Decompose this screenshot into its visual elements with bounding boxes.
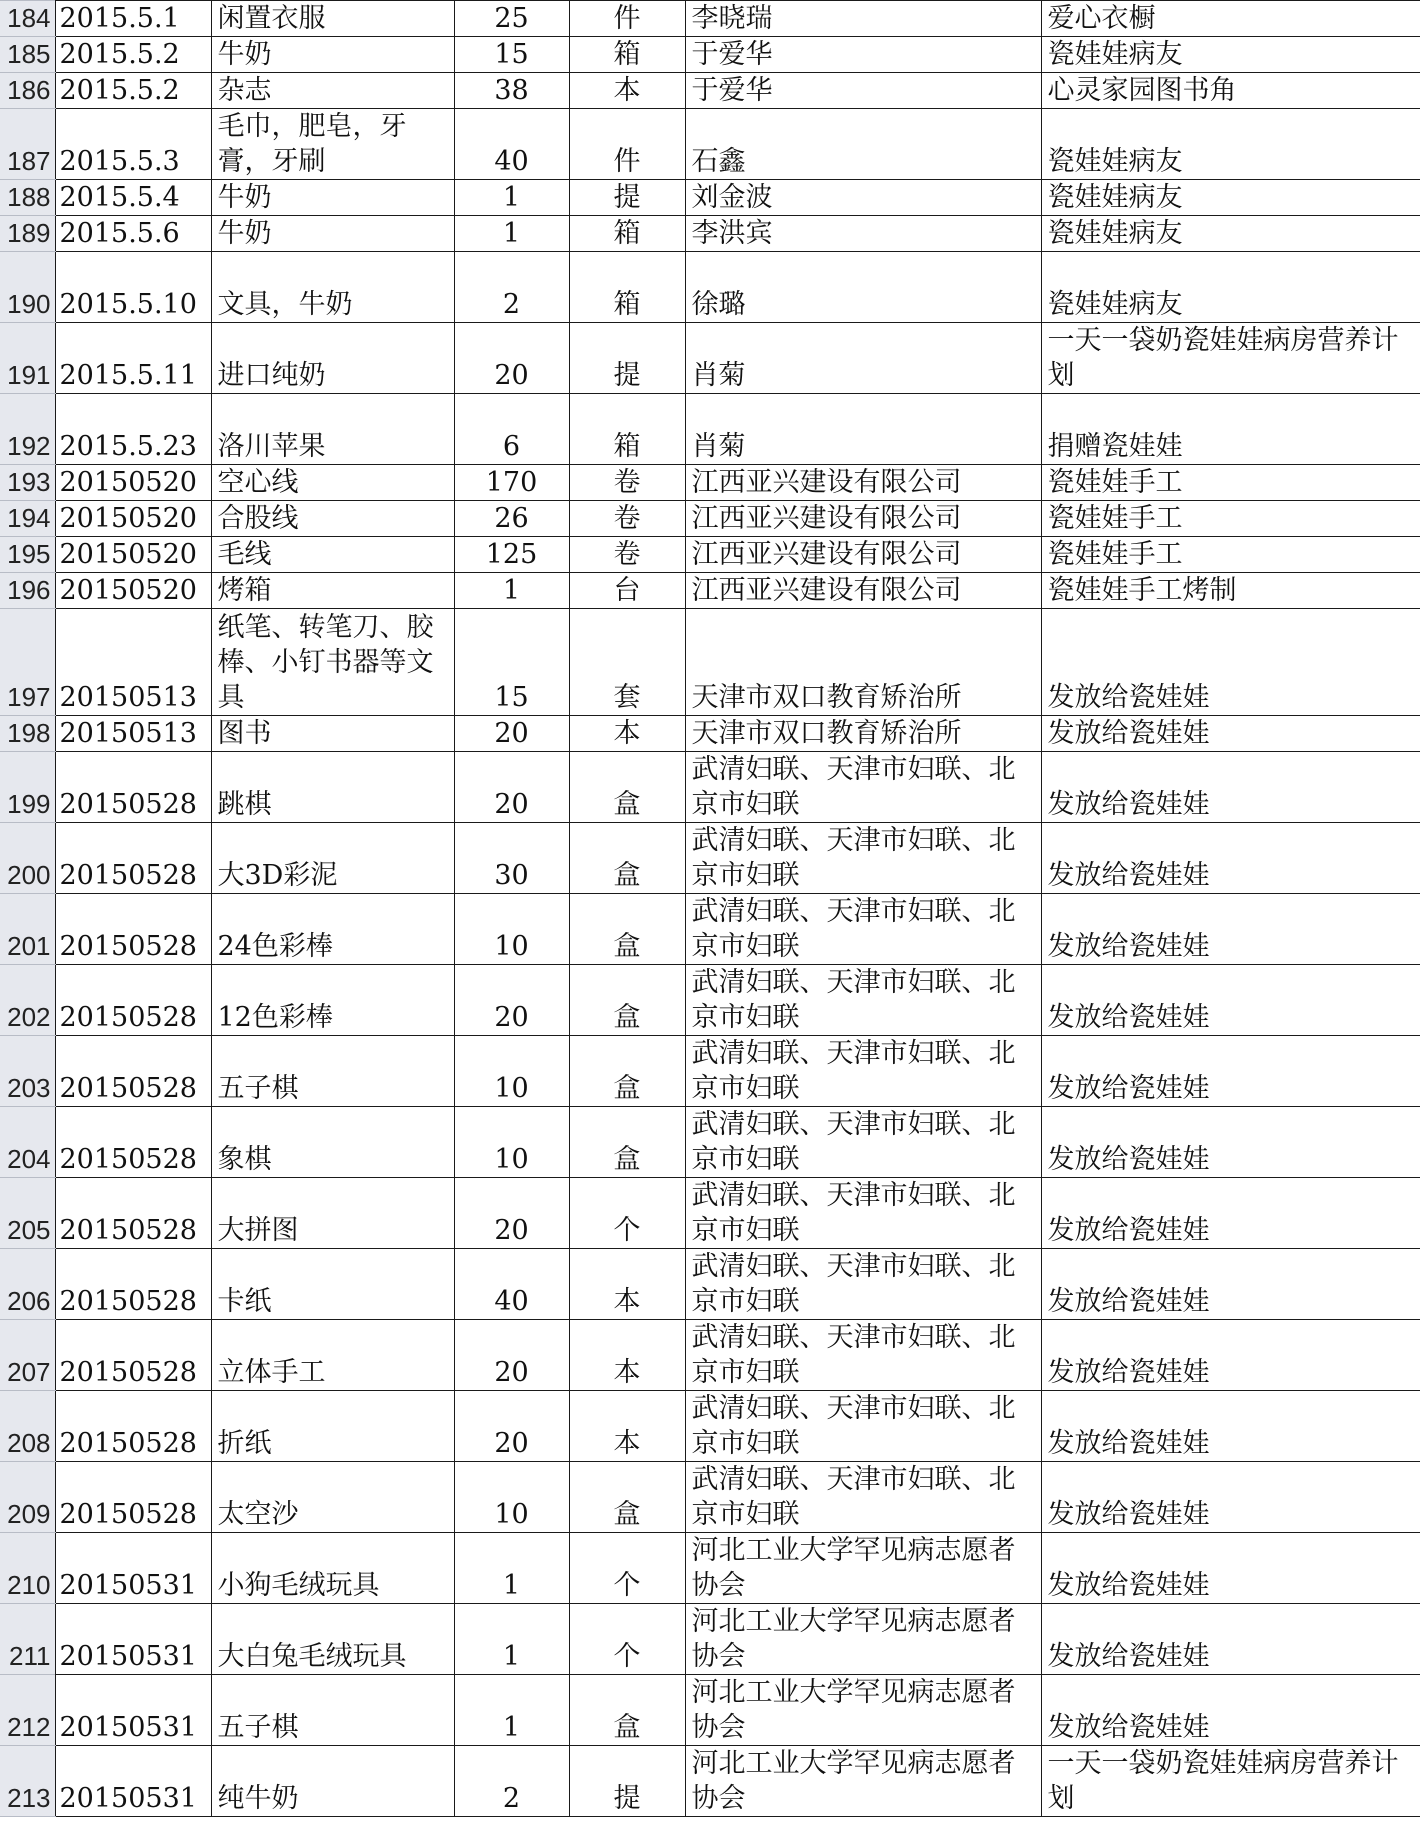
unit-cell[interactable]: 个: [569, 1533, 685, 1604]
table-row: [0, 1675, 1420, 1746]
donor-cell[interactable]: 天津市双口教育矫治所: [685, 716, 1041, 752]
donor-cell[interactable]: 江西亚兴建设有限公司: [685, 573, 1041, 609]
donor-cell[interactable]: 河北工业大学罕见病志愿者协会: [685, 1533, 1041, 1604]
unit-cell[interactable]: 盒: [569, 823, 685, 894]
table-row: [0, 823, 1420, 894]
row-number-cell[interactable]: 191: [0, 323, 55, 394]
purpose-cell[interactable]: 爱心衣橱: [1041, 1, 1420, 37]
row-number-cell[interactable]: 185: [0, 37, 55, 73]
table-row: [0, 573, 1420, 609]
unit-cell[interactable]: 盒: [569, 965, 685, 1036]
item-cell[interactable]: 跳棋: [211, 752, 454, 823]
unit-cell[interactable]: 卷: [569, 465, 685, 501]
donor-cell[interactable]: 武清妇联、天津市妇联、北京市妇联: [685, 894, 1041, 965]
quantity-cell[interactable]: 30: [454, 823, 569, 894]
unit-cell[interactable]: 盒: [569, 1107, 685, 1178]
date-cell[interactable]: 20150528: [55, 752, 211, 823]
purpose-cell[interactable]: 发放给瓷娃娃: [1041, 1178, 1420, 1249]
quantity-cell[interactable]: 38: [454, 73, 569, 109]
row-number-cell[interactable]: 199: [0, 752, 55, 823]
donor-cell[interactable]: 河北工业大学罕见病志愿者协会: [685, 1604, 1041, 1675]
item-cell[interactable]: 文具，牛奶: [211, 252, 454, 323]
purpose-cell[interactable]: 发放给瓷娃娃: [1041, 1391, 1420, 1462]
unit-cell[interactable]: 件: [569, 109, 685, 180]
table-row: [0, 1604, 1420, 1675]
date-cell[interactable]: 20150520: [55, 465, 211, 501]
date-cell[interactable]: 20150513: [55, 609, 211, 716]
item-cell[interactable]: 牛奶: [211, 216, 454, 252]
purpose-cell[interactable]: 发放给瓷娃娃: [1041, 1462, 1420, 1533]
purpose-cell[interactable]: 发放给瓷娃娃: [1041, 1036, 1420, 1107]
row-number-cell[interactable]: 207: [0, 1320, 55, 1391]
donor-cell[interactable]: 肖菊: [685, 323, 1041, 394]
item-cell[interactable]: 图书: [211, 716, 454, 752]
item-cell[interactable]: 象棋: [211, 1107, 454, 1178]
table-row: [0, 109, 1420, 180]
row-number-cell[interactable]: 196: [0, 573, 55, 609]
purpose-cell[interactable]: 发放给瓷娃娃: [1041, 894, 1420, 965]
date-cell[interactable]: 20150528: [55, 1320, 211, 1391]
item-cell[interactable]: 大拼图: [211, 1178, 454, 1249]
donor-cell[interactable]: 河北工业大学罕见病志愿者协会: [685, 1746, 1041, 1817]
quantity-cell[interactable]: 10: [454, 1036, 569, 1107]
unit-cell[interactable]: 本: [569, 1249, 685, 1320]
date-cell[interactable]: 20150528: [55, 1178, 211, 1249]
quantity-cell[interactable]: 170: [454, 465, 569, 501]
unit-cell[interactable]: 本: [569, 1320, 685, 1391]
purpose-cell[interactable]: 发放给瓷娃娃: [1041, 1675, 1420, 1746]
item-cell[interactable]: 洛川苹果: [211, 394, 454, 465]
date-cell[interactable]: 2015.5.11: [55, 323, 211, 394]
donor-cell[interactable]: 徐璐: [685, 252, 1041, 323]
purpose-cell[interactable]: 发放给瓷娃娃: [1041, 716, 1420, 752]
row-number-cell[interactable]: 213: [0, 1746, 55, 1817]
purpose-cell[interactable]: 发放给瓷娃娃: [1041, 1249, 1420, 1320]
row-number-cell[interactable]: 208: [0, 1391, 55, 1462]
quantity-cell[interactable]: 1: [454, 1533, 569, 1604]
quantity-cell[interactable]: 1: [454, 180, 569, 216]
quantity-cell[interactable]: 1: [454, 1604, 569, 1675]
item-cell[interactable]: 太空沙: [211, 1462, 454, 1533]
purpose-cell[interactable]: 瓷娃娃手工: [1041, 465, 1420, 501]
unit-cell[interactable]: 箱: [569, 394, 685, 465]
quantity-cell[interactable]: 20: [454, 965, 569, 1036]
purpose-cell[interactable]: 瓷娃娃手工: [1041, 501, 1420, 537]
table-row: [0, 73, 1420, 109]
table-row: [0, 1, 1420, 37]
unit-cell[interactable]: 提: [569, 180, 685, 216]
donor-cell[interactable]: 武清妇联、天津市妇联、北京市妇联: [685, 752, 1041, 823]
purpose-cell[interactable]: 心灵家园图书角: [1041, 73, 1420, 109]
date-cell[interactable]: 20150513: [55, 716, 211, 752]
unit-cell[interactable]: 套: [569, 609, 685, 716]
quantity-cell[interactable]: 1: [454, 216, 569, 252]
date-cell[interactable]: 20150520: [55, 537, 211, 573]
item-cell[interactable]: 大白兔毛绒玩具: [211, 1604, 454, 1675]
date-cell[interactable]: 2015.5.4: [55, 180, 211, 216]
date-cell[interactable]: 20150520: [55, 573, 211, 609]
purpose-cell[interactable]: 瓷娃娃手工烤制: [1041, 573, 1420, 609]
date-cell[interactable]: 20150528: [55, 1462, 211, 1533]
row-number-cell[interactable]: 190: [0, 252, 55, 323]
row-number-cell[interactable]: 211: [0, 1604, 55, 1675]
donor-cell[interactable]: 江西亚兴建设有限公司: [685, 465, 1041, 501]
row-number-cell[interactable]: 187: [0, 109, 55, 180]
purpose-cell[interactable]: 发放给瓷娃娃: [1041, 1604, 1420, 1675]
purpose-cell[interactable]: 瓷娃娃手工: [1041, 537, 1420, 573]
unit-cell[interactable]: 件: [569, 1, 685, 37]
item-cell[interactable]: 合股线: [211, 501, 454, 537]
purpose-cell[interactable]: 发放给瓷娃娃: [1041, 1533, 1420, 1604]
donor-cell[interactable]: 江西亚兴建设有限公司: [685, 537, 1041, 573]
date-cell[interactable]: 20150531: [55, 1533, 211, 1604]
donor-cell[interactable]: 武清妇联、天津市妇联、北京市妇联: [685, 1462, 1041, 1533]
row-number-cell[interactable]: 192: [0, 394, 55, 465]
quantity-cell[interactable]: 25: [454, 1, 569, 37]
table-row: [0, 394, 1420, 465]
item-cell[interactable]: 牛奶: [211, 180, 454, 216]
quantity-cell[interactable]: 26: [454, 501, 569, 537]
donor-cell[interactable]: 武清妇联、天津市妇联、北京市妇联: [685, 965, 1041, 1036]
table-row: [0, 894, 1420, 965]
unit-cell[interactable]: 台: [569, 573, 685, 609]
item-cell[interactable]: 五子棋: [211, 1036, 454, 1107]
purpose-cell[interactable]: 一天一袋奶瓷娃娃病房营养计划: [1041, 1746, 1420, 1817]
table-row: [0, 37, 1420, 73]
unit-cell[interactable]: 盒: [569, 1462, 685, 1533]
table-row: [0, 180, 1420, 216]
item-cell[interactable]: 烤箱: [211, 573, 454, 609]
unit-cell[interactable]: 卷: [569, 537, 685, 573]
item-cell[interactable]: 五子棋: [211, 1675, 454, 1746]
purpose-cell[interactable]: 瓷娃娃病友: [1041, 252, 1420, 323]
table-row: [0, 965, 1420, 1036]
table-row: [0, 1462, 1420, 1533]
row-number-cell[interactable]: 198: [0, 716, 55, 752]
item-cell[interactable]: 折纸: [211, 1391, 454, 1462]
table-row: [0, 252, 1420, 323]
table-row: [0, 323, 1420, 394]
donor-cell[interactable]: 刘金波: [685, 180, 1041, 216]
donor-cell[interactable]: 武清妇联、天津市妇联、北京市妇联: [685, 1249, 1041, 1320]
donor-cell[interactable]: 肖菊: [685, 394, 1041, 465]
row-number-cell[interactable]: 194: [0, 501, 55, 537]
unit-cell[interactable]: 箱: [569, 252, 685, 323]
quantity-cell[interactable]: 125: [454, 537, 569, 573]
item-cell[interactable]: 小狗毛绒玩具: [211, 1533, 454, 1604]
date-cell[interactable]: 20150528: [55, 1249, 211, 1320]
unit-cell[interactable]: 本: [569, 73, 685, 109]
quantity-cell[interactable]: 1: [454, 573, 569, 609]
row-number-cell[interactable]: 202: [0, 965, 55, 1036]
row-number-cell[interactable]: 188: [0, 180, 55, 216]
quantity-cell[interactable]: 40: [454, 1249, 569, 1320]
purpose-cell[interactable]: 瓷娃娃病友: [1041, 109, 1420, 180]
unit-cell[interactable]: 盒: [569, 894, 685, 965]
item-cell[interactable]: 卡纸: [211, 1249, 454, 1320]
row-number-cell[interactable]: 205: [0, 1178, 55, 1249]
unit-cell[interactable]: 提: [569, 1746, 685, 1817]
donor-cell[interactable]: 武清妇联、天津市妇联、北京市妇联: [685, 1178, 1041, 1249]
unit-cell[interactable]: 提: [569, 323, 685, 394]
quantity-cell[interactable]: 20: [454, 752, 569, 823]
row-number-cell[interactable]: 197: [0, 609, 55, 716]
purpose-cell[interactable]: 瓷娃娃病友: [1041, 180, 1420, 216]
purpose-cell[interactable]: 发放给瓷娃娃: [1041, 609, 1420, 716]
row-number-cell[interactable]: 210: [0, 1533, 55, 1604]
item-cell[interactable]: 闲置衣服: [211, 1, 454, 37]
row-number-cell[interactable]: 203: [0, 1036, 55, 1107]
table-row: [0, 1320, 1420, 1391]
table-row: [0, 752, 1420, 823]
donor-cell[interactable]: 武清妇联、天津市妇联、北京市妇联: [685, 1320, 1041, 1391]
item-cell[interactable]: 空心线: [211, 465, 454, 501]
item-cell[interactable]: 毛线: [211, 537, 454, 573]
donor-cell[interactable]: 李洪宾: [685, 216, 1041, 252]
unit-cell[interactable]: 箱: [569, 216, 685, 252]
date-cell[interactable]: 20150531: [55, 1604, 211, 1675]
date-cell[interactable]: 2015.5.23: [55, 394, 211, 465]
date-cell[interactable]: 20150531: [55, 1746, 211, 1817]
table-row: [0, 1107, 1420, 1178]
quantity-cell[interactable]: 15: [454, 609, 569, 716]
donor-cell[interactable]: 河北工业大学罕见病志愿者协会: [685, 1675, 1041, 1746]
item-cell[interactable]: 12色彩棒: [211, 965, 454, 1036]
quantity-cell[interactable]: 15: [454, 37, 569, 73]
quantity-cell[interactable]: 40: [454, 109, 569, 180]
unit-cell[interactable]: 本: [569, 1391, 685, 1462]
quantity-cell[interactable]: 10: [454, 1462, 569, 1533]
item-cell[interactable]: 24色彩棒: [211, 894, 454, 965]
row-number-cell[interactable]: 204: [0, 1107, 55, 1178]
quantity-cell[interactable]: 20: [454, 1391, 569, 1462]
quantity-cell[interactable]: 10: [454, 894, 569, 965]
purpose-cell[interactable]: 发放给瓷娃娃: [1041, 823, 1420, 894]
quantity-cell[interactable]: 2: [454, 1746, 569, 1817]
row-number-cell[interactable]: 201: [0, 894, 55, 965]
item-cell[interactable]: 立体手工: [211, 1320, 454, 1391]
item-cell[interactable]: 杂志: [211, 73, 454, 109]
unit-cell[interactable]: 个: [569, 1604, 685, 1675]
item-cell[interactable]: 牛奶: [211, 37, 454, 73]
donor-cell[interactable]: 于爱华: [685, 73, 1041, 109]
date-cell[interactable]: 20150528: [55, 1391, 211, 1462]
unit-cell[interactable]: 本: [569, 716, 685, 752]
donor-cell[interactable]: 石鑫: [685, 109, 1041, 180]
table-row: [0, 609, 1420, 716]
date-cell[interactable]: 2015.5.6: [55, 216, 211, 252]
table-row: [0, 1746, 1420, 1817]
table-row: [0, 1391, 1420, 1462]
item-cell[interactable]: 纸笔、转笔刀、胶棒、小钉书器等文具: [211, 609, 454, 716]
item-cell[interactable]: 纯牛奶: [211, 1746, 454, 1817]
quantity-cell[interactable]: 10: [454, 1107, 569, 1178]
unit-cell[interactable]: 盒: [569, 1675, 685, 1746]
table-row: [0, 1249, 1420, 1320]
table-row: [0, 1178, 1420, 1249]
unit-cell[interactable]: 箱: [569, 37, 685, 73]
purpose-cell[interactable]: 瓷娃娃病友: [1041, 37, 1420, 73]
date-cell[interactable]: 20150528: [55, 1036, 211, 1107]
date-cell[interactable]: 2015.5.2: [55, 37, 211, 73]
unit-cell[interactable]: 盒: [569, 1036, 685, 1107]
purpose-cell[interactable]: 发放给瓷娃娃: [1041, 965, 1420, 1036]
purpose-cell[interactable]: 发放给瓷娃娃: [1041, 1107, 1420, 1178]
row-number-cell[interactable]: 206: [0, 1249, 55, 1320]
date-cell[interactable]: 20150528: [55, 894, 211, 965]
date-cell[interactable]: 20150528: [55, 823, 211, 894]
quantity-cell[interactable]: 1: [454, 1675, 569, 1746]
purpose-cell[interactable]: 瓷娃娃病友: [1041, 216, 1420, 252]
row-number-cell[interactable]: 193: [0, 465, 55, 501]
table-row: [0, 1036, 1420, 1107]
unit-cell[interactable]: 盒: [569, 752, 685, 823]
item-cell[interactable]: 毛巾，肥皂，牙膏，牙刷: [211, 109, 454, 180]
row-number-cell[interactable]: 209: [0, 1462, 55, 1533]
date-cell[interactable]: 20150528: [55, 965, 211, 1036]
row-number-cell[interactable]: 186: [0, 73, 55, 109]
table-row: [0, 537, 1420, 573]
date-cell[interactable]: 2015.5.2: [55, 73, 211, 109]
purpose-cell[interactable]: 一天一袋奶瓷娃娃病房营养计划: [1041, 323, 1420, 394]
table-row: [0, 1533, 1420, 1604]
date-cell[interactable]: 2015.5.10: [55, 252, 211, 323]
table-body: [0, 1, 1420, 1817]
table-row: [0, 216, 1420, 252]
purpose-cell[interactable]: 发放给瓷娃娃: [1041, 1320, 1420, 1391]
unit-cell[interactable]: 卷: [569, 501, 685, 537]
donor-cell[interactable]: 李晓瑞: [685, 1, 1041, 37]
date-cell[interactable]: 2015.5.1: [55, 1, 211, 37]
purpose-cell[interactable]: 发放给瓷娃娃: [1041, 752, 1420, 823]
quantity-cell[interactable]: 20: [454, 1178, 569, 1249]
donor-cell[interactable]: 武清妇联、天津市妇联、北京市妇联: [685, 1107, 1041, 1178]
table-row: [0, 465, 1420, 501]
donor-cell[interactable]: 武清妇联、天津市妇联、北京市妇联: [685, 1036, 1041, 1107]
donor-cell[interactable]: 于爱华: [685, 37, 1041, 73]
donor-cell[interactable]: 武清妇联、天津市妇联、北京市妇联: [685, 823, 1041, 894]
quantity-cell[interactable]: 6: [454, 394, 569, 465]
quantity-cell[interactable]: 2: [454, 252, 569, 323]
table-row: [0, 501, 1420, 537]
row-number-cell[interactable]: 200: [0, 823, 55, 894]
row-number-cell[interactable]: 212: [0, 1675, 55, 1746]
item-cell[interactable]: 进口纯奶: [211, 323, 454, 394]
donor-cell[interactable]: 武清妇联、天津市妇联、北京市妇联: [685, 1391, 1041, 1462]
donor-cell[interactable]: 江西亚兴建设有限公司: [685, 501, 1041, 537]
table-row: [0, 716, 1420, 752]
quantity-cell[interactable]: 20: [454, 1320, 569, 1391]
row-number-cell[interactable]: 189: [0, 216, 55, 252]
purpose-cell[interactable]: 捐赠瓷娃娃: [1041, 394, 1420, 465]
quantity-cell[interactable]: 20: [454, 323, 569, 394]
unit-cell[interactable]: 个: [569, 1178, 685, 1249]
donor-cell[interactable]: 天津市双口教育矫治所: [685, 609, 1041, 716]
date-cell[interactable]: 2015.5.3: [55, 109, 211, 180]
date-cell[interactable]: 20150528: [55, 1107, 211, 1178]
quantity-cell[interactable]: 20: [454, 716, 569, 752]
item-cell[interactable]: 大3D彩泥: [211, 823, 454, 894]
row-number-cell[interactable]: 184: [0, 1, 55, 37]
row-number-cell[interactable]: 195: [0, 537, 55, 573]
date-cell[interactable]: 20150520: [55, 501, 211, 537]
date-cell[interactable]: 20150531: [55, 1675, 211, 1746]
